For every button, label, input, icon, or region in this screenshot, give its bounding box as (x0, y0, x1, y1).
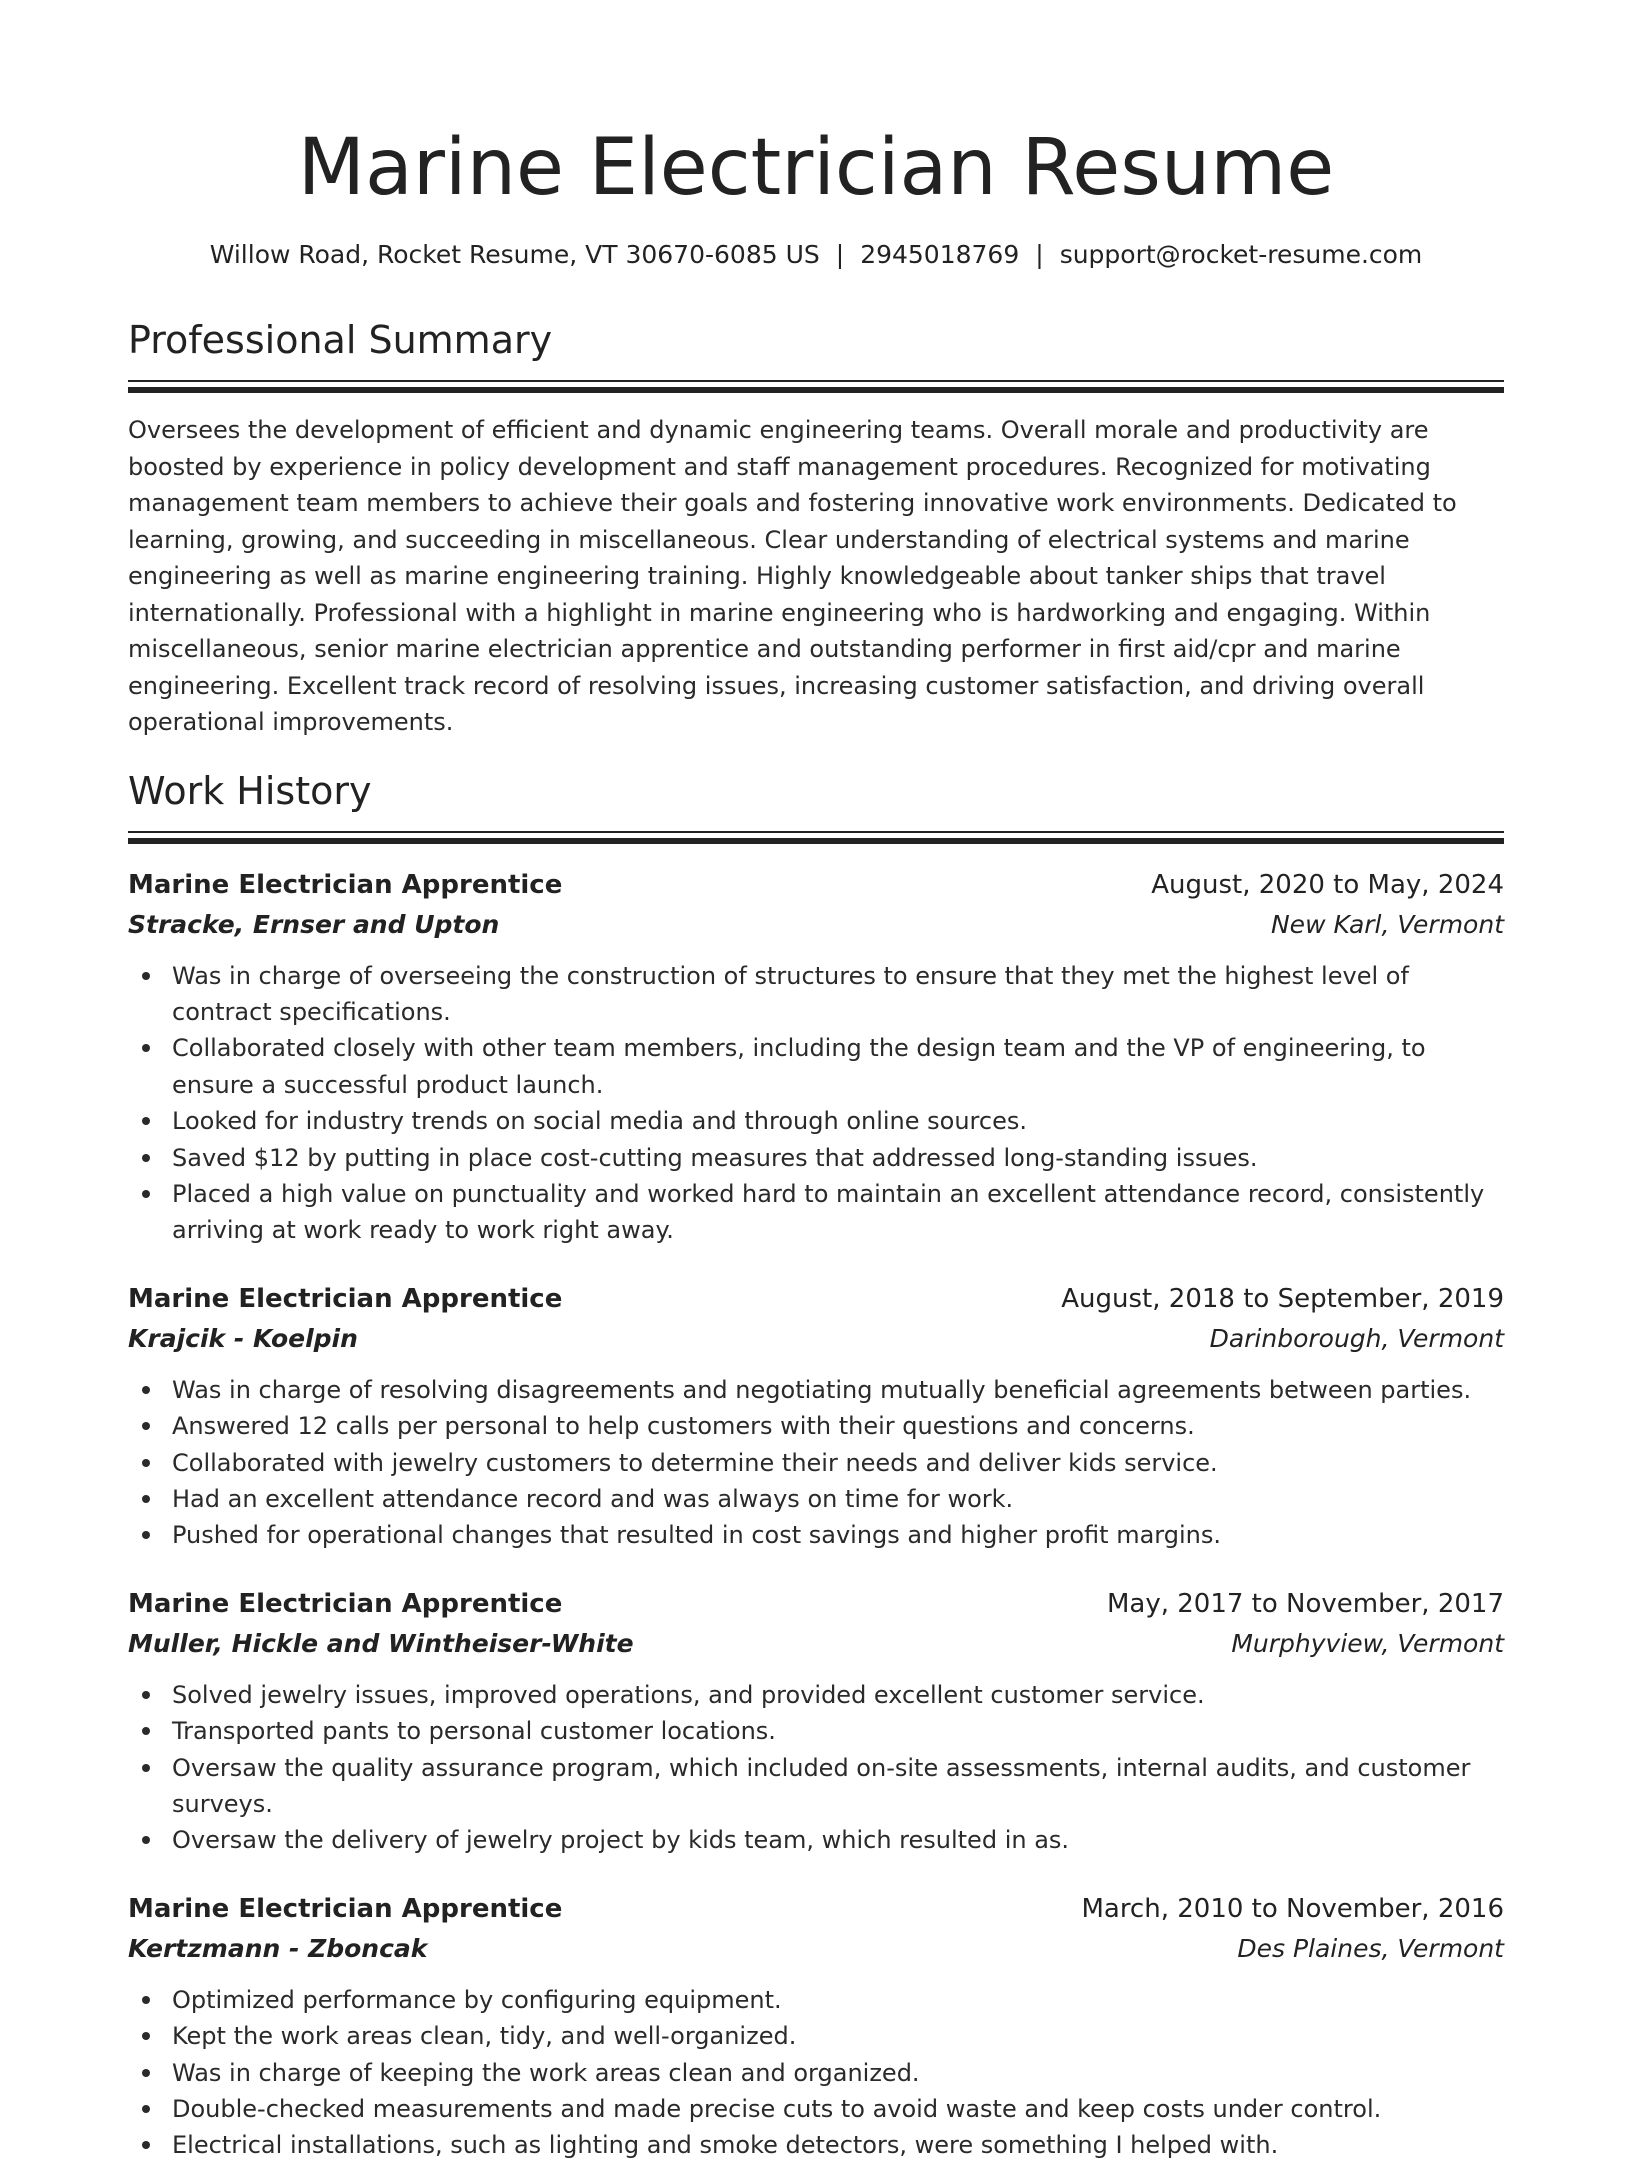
job-bullet-text: Answered 12 calls per personal to help customers with their questions and concerns. (172, 1412, 1195, 1441)
job-header-row (128, 1584, 1504, 1624)
job-bullet-item (172, 1517, 1504, 1553)
job-bullet-item (172, 958, 1504, 1031)
contact-address: Willow Road, Rocket Resume, VT 30670-6085 US (209, 240, 820, 269)
bullet-dot-icon (142, 1495, 150, 1503)
divider-thin-line (128, 380, 1504, 382)
bullet-dot-icon (142, 2032, 150, 2040)
job-bullet-text: Saved $12 by putting in place cost-cutting measures that addressed long-standing issues. (172, 1143, 1258, 1172)
resume-title: Marine Electrician Resume (297, 123, 1335, 213)
job-location: Murphyview, Vermont (1231, 1628, 1504, 1658)
bullet-dot-icon (142, 1531, 150, 1539)
job-dates: March, 2010 to November, 2016 (1081, 1893, 1504, 1924)
job-bullet-text: Pushed for operational changes that resulted in cost savings and higher profit margins. (172, 1521, 1221, 1550)
job-bullet-item (172, 2055, 1504, 2091)
job-dates: May, 2017 to November, 2017 (1106, 1588, 1504, 1619)
job-bullet-text: Kept the work areas clean, tidy, and well-organized. (172, 2022, 797, 2051)
job-title: Marine Electrician Apprentice (128, 1588, 563, 1619)
contact-line (128, 238, 1504, 272)
bullet-dot-icon (142, 1386, 150, 1394)
job-dates: August, 2018 to September, 2019 (1061, 1283, 1504, 1314)
job-bullet-text: Collaborated with jewelry customers to determine their needs and deliver kids service. (172, 1448, 1218, 1477)
bullet-dot-icon (142, 1691, 150, 1699)
job-bullet-text: Was in charge of keeping the work areas clean and organized. (172, 2058, 920, 2087)
job-bullet-item (172, 1408, 1504, 1444)
bullet-dot-icon (142, 1422, 150, 1430)
section-divider (128, 831, 1504, 845)
job-entry (128, 1279, 1504, 1554)
bullet-dot-icon (142, 1727, 150, 1735)
job-bullet-item (172, 1822, 1504, 1858)
job-header-row (128, 865, 1504, 905)
job-entry (128, 1889, 1504, 2164)
job-dates: August, 2020 to May, 2024 (1151, 869, 1504, 900)
divider-thick-line (128, 838, 1504, 844)
bullet-dot-icon (142, 972, 150, 980)
job-bullet-text: Was in charge of overseeing the construction of structures to ensure that they met the highest level of contract specifications. (172, 961, 1409, 1026)
divider-thin-line (128, 831, 1504, 833)
job-bullet-item (172, 1176, 1504, 1249)
section-title-summary: Professional Summary (128, 318, 553, 362)
job-header-row (128, 1279, 1504, 1319)
section-divider (128, 380, 1504, 394)
resume-page (128, 0, 1504, 2164)
job-company-row (128, 1929, 1504, 1969)
bullet-dot-icon (142, 1459, 150, 1467)
divider-thick-line (128, 387, 1504, 393)
contact-separator: | (835, 240, 845, 269)
job-bullet-text: Transported pants to personal customer locations. (172, 1717, 776, 1746)
job-bullet-item (172, 2018, 1504, 2054)
job-bullet-item (172, 1445, 1504, 1481)
job-company: Krajcik - Koelpin (128, 1323, 358, 1353)
summary-text: Oversees the development of efficient and dynamic engineering teams. Overall morale and productivity are boosted by experience in policy development and staff management procedures. Recognized for motivating management team members to achieve their goals and fostering innovative work environments. Dedicated to learning, growing, and succeeding in miscellaneous. Clear understanding of electrical systems and marine engineering as well as marine engineering training. Highly knowledgeable about tanker ships that travel internationally. Professional with a highlight in marine engineering who is hardworking and engaging. Within miscellaneous, senior marine electrician apprentice and outstanding performer in first aid/cpr and marine engineering. Excellent track record of resolving issues, increasing customer satisfaction, and driving overall operational improvements. (128, 416, 1457, 736)
job-bullet-item (172, 1372, 1504, 1408)
bullet-dot-icon (142, 1764, 150, 1772)
bullet-dot-icon (142, 1154, 150, 1162)
bullet-dot-icon (142, 1117, 150, 1125)
job-company: Muller, Hickle and Wintheiser-White (128, 1628, 634, 1658)
job-bullet-list (128, 1677, 1504, 1859)
bullet-dot-icon (142, 1190, 150, 1198)
bullet-dot-icon (142, 2069, 150, 2077)
job-title: Marine Electrician Apprentice (128, 1893, 563, 1924)
job-company-row (128, 1624, 1504, 1664)
job-bullet-item (172, 1140, 1504, 1176)
job-bullet-text: Had an excellent attendance record and was always on time for work. (172, 1484, 1014, 1513)
job-bullet-text: Double-checked measurements and made precise cuts to avoid waste and keep costs under control. (172, 2095, 1382, 2124)
job-bullet-text: Solved jewelry issues, improved operations, and provided excellent customer service. (172, 1680, 1205, 1709)
job-company: Kertzmann - Zboncak (128, 1933, 428, 1963)
job-entry (128, 865, 1504, 1249)
job-bullet-item (172, 1481, 1504, 1517)
job-bullet-text: Optimized performance by configuring equipment. (172, 1985, 782, 2014)
job-location: Des Plaines, Vermont (1237, 1933, 1504, 1963)
job-company: Stracke, Ernser and Upton (128, 909, 500, 939)
job-bullet-text: Collaborated closely with other team members, including the design team and the VP of engineering, to ensure a successful product launch. (172, 1034, 1426, 1099)
job-list (128, 865, 1504, 2164)
job-bullet-text: Oversaw the delivery of jewelry project by kids team, which resulted in as. (172, 1826, 1070, 1855)
section-title-work-history: Work History (128, 768, 372, 813)
job-bullet-list (128, 1982, 1504, 2164)
bullet-dot-icon (142, 1836, 150, 1844)
job-title: Marine Electrician Apprentice (128, 1283, 563, 1314)
job-company-row (128, 1319, 1504, 1359)
job-bullet-text: Looked for industry trends on social media and through online sources. (172, 1107, 1027, 1136)
job-bullet-item (172, 1713, 1504, 1749)
job-entry (128, 1584, 1504, 1859)
job-title: Marine Electrician Apprentice (128, 869, 563, 900)
job-bullet-text: Oversaw the quality assurance program, which included on-site assessments, internal audits, and customer surveys. (172, 1753, 1471, 1818)
job-bullet-item (172, 1982, 1504, 2018)
job-bullet-item (172, 1677, 1504, 1713)
job-bullet-item (172, 2091, 1504, 2127)
contact-separator: | (1035, 240, 1044, 269)
bullet-dot-icon (142, 1996, 150, 2004)
job-bullet-item (172, 1750, 1504, 1823)
job-bullet-item (172, 1030, 1504, 1103)
job-location: Darinborough, Vermont (1209, 1323, 1504, 1353)
bullet-dot-icon (142, 1044, 150, 1052)
job-bullet-item (172, 2127, 1504, 2163)
job-bullet-text: Placed a high value on punctuality and worked hard to maintain an excellent attendance record, consistently arriving at work ready to work right away. (172, 1179, 1485, 1245)
contact-phone: 2945018769 (860, 240, 1020, 269)
job-company-row (128, 905, 1504, 945)
bullet-dot-icon (142, 2141, 150, 2149)
contact-email: support@rocket-resume.com (1059, 240, 1423, 269)
job-bullet-text: Was in charge of resolving disagreements and negotiating mutually beneficial agreements between parties. (172, 1375, 1472, 1404)
job-bullet-text: Electrical installations, such as lighting and smoke detectors, were something I helped with. (172, 2131, 1279, 2160)
job-bullet-item (172, 1103, 1504, 1139)
job-header-row (128, 1889, 1504, 1929)
job-location: New Karl, Vermont (1270, 909, 1504, 939)
job-bullet-list (128, 1372, 1504, 1554)
job-bullet-list (128, 958, 1504, 1249)
